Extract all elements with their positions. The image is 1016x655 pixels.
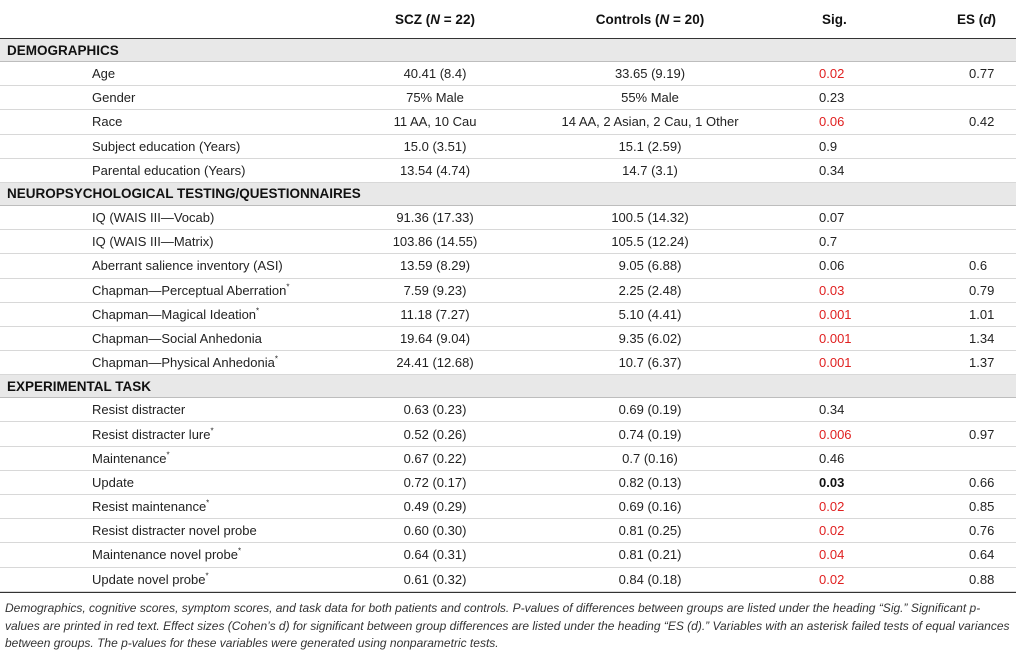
header-scz — [335, 0, 535, 39]
sig-value-significant: 0.02 — [819, 571, 845, 587]
sig-value-significant: 0.04 — [819, 547, 845, 563]
table-row — [0, 543, 1016, 567]
row-label — [0, 62, 335, 86]
row-label-text: Race — [92, 114, 123, 130]
sig-value-significant: 0.001 — [819, 330, 852, 346]
row-label-text: Resist distracter lure — [92, 426, 211, 442]
section-header — [0, 182, 1016, 205]
cell-es: 0.42 — [899, 110, 1016, 134]
cell-scz: 7.59 (9.23) — [335, 278, 535, 302]
table-row — [0, 62, 1016, 86]
cell-es: 1.34 — [899, 326, 1016, 350]
row-label-text: Aberrant salience inventory (ASI) — [92, 258, 283, 274]
sig-value-significant: 0.06 — [819, 114, 845, 130]
cell-controls: 10.7 (6.37) — [535, 351, 765, 375]
row-label-text: Chapman—Physical Anhedonia — [92, 355, 275, 371]
cell-controls: 14 AA, 2 Asian, 2 Cau, 1 Other — [535, 110, 765, 134]
asterisk-marker: * — [206, 498, 210, 508]
cell-scz: 13.54 (4.74) — [335, 158, 535, 182]
header-scz-value: = 22) — [440, 11, 475, 27]
cell-sig — [765, 567, 899, 591]
asterisk-marker: * — [166, 450, 170, 460]
table-row — [0, 86, 1016, 110]
cell-sig — [765, 86, 899, 110]
header-controls — [535, 0, 765, 39]
sig-value-significant: 0.001 — [819, 355, 852, 371]
cell-scz: 0.63 (0.23) — [335, 398, 535, 422]
row-label-text: Resist maintenance — [92, 499, 207, 515]
cell-sig — [765, 158, 899, 182]
cell-controls: 14.7 (3.1) — [535, 158, 765, 182]
cell-scz: 75% Male — [335, 86, 535, 110]
cell-es: 0.76 — [899, 519, 1016, 543]
cell-es: 0.64 — [899, 543, 1016, 567]
cell-sig — [765, 134, 899, 158]
table-body — [0, 39, 1016, 592]
cell-sig — [765, 205, 899, 229]
sig-value: 0.34 — [819, 402, 845, 418]
cell-controls: 15.1 (2.59) — [535, 134, 765, 158]
table-row — [0, 470, 1016, 494]
asterisk-marker: * — [238, 547, 242, 557]
sig-value: 0.7 — [819, 234, 838, 250]
row-label — [0, 519, 335, 543]
cell-es — [899, 134, 1016, 158]
table-row — [0, 158, 1016, 182]
row-label — [0, 278, 335, 302]
asterisk-marker: * — [286, 282, 290, 292]
cell-scz: 15.0 (3.51) — [335, 134, 535, 158]
cell-scz: 0.64 (0.31) — [335, 543, 535, 567]
row-label — [0, 446, 335, 470]
cell-controls: 0.81 (0.25) — [535, 519, 765, 543]
cell-controls: 0.69 (0.16) — [535, 495, 765, 519]
cell-scz: 0.67 (0.22) — [335, 446, 535, 470]
row-label-text: Chapman—Magical Ideation — [92, 306, 257, 322]
cell-sig — [765, 110, 899, 134]
row-label-text: Parental education (Years) — [92, 162, 246, 178]
table-row — [0, 519, 1016, 543]
cell-controls: 9.35 (6.02) — [535, 326, 765, 350]
cell-sig — [765, 543, 899, 567]
sig-value: 0.9 — [819, 138, 838, 154]
header-scz-n: N — [430, 11, 441, 27]
table-row — [0, 278, 1016, 302]
table-row — [0, 230, 1016, 254]
header-variable — [0, 0, 335, 39]
table-header — [0, 0, 1016, 39]
row-label — [0, 398, 335, 422]
sig-value: 0.07 — [819, 210, 845, 226]
sig-value: 0.46 — [819, 450, 845, 466]
asterisk-marker: * — [210, 426, 214, 436]
cell-controls: 2.25 (2.48) — [535, 278, 765, 302]
cell-controls: 55% Male — [535, 86, 765, 110]
cell-scz: 0.72 (0.17) — [335, 470, 535, 494]
header-es-label: ES ( — [957, 11, 984, 27]
header-sig: Sig. — [765, 0, 899, 39]
cell-scz: 0.52 (0.26) — [335, 422, 535, 446]
cell-sig — [765, 302, 899, 326]
sig-value: 0.23 — [819, 90, 845, 106]
row-label — [0, 205, 335, 229]
cell-scz: 103.86 (14.55) — [335, 230, 535, 254]
cell-scz: 0.60 (0.30) — [335, 519, 535, 543]
cell-controls: 105.5 (12.24) — [535, 230, 765, 254]
row-label — [0, 422, 335, 446]
cell-sig — [765, 326, 899, 350]
cell-es: 1.37 — [899, 351, 1016, 375]
cell-sig — [765, 230, 899, 254]
cell-scz: 19.64 (9.04) — [335, 326, 535, 350]
row-label — [0, 86, 335, 110]
table-row — [0, 422, 1016, 446]
cell-es — [899, 398, 1016, 422]
row-label — [0, 326, 335, 350]
sig-value-significant: 0.02 — [819, 499, 845, 515]
row-label-text: IQ (WAIS III—Matrix) — [92, 234, 214, 250]
sig-value-significant: 0.02 — [819, 66, 845, 82]
cell-es — [899, 230, 1016, 254]
row-label — [0, 495, 335, 519]
row-label — [0, 567, 335, 591]
sig-value: 0.34 — [819, 162, 845, 178]
cell-sig — [765, 422, 899, 446]
cell-controls: 5.10 (4.41) — [535, 302, 765, 326]
section-title: NEUROPSYCHOLOGICAL TESTING/QUESTIONNAIRES — [0, 182, 1016, 205]
cell-es — [899, 205, 1016, 229]
row-label-text: Chapman—Social Anhedonia — [92, 330, 262, 346]
table-row — [0, 567, 1016, 591]
row-label — [0, 110, 335, 134]
section-header — [0, 375, 1016, 398]
table-row — [0, 205, 1016, 229]
cell-sig — [765, 254, 899, 278]
row-label-text: Gender — [92, 90, 136, 106]
cell-es — [899, 158, 1016, 182]
row-label — [0, 543, 335, 567]
row-label-text: Resist distracter — [92, 402, 186, 418]
cell-es: 0.66 — [899, 470, 1016, 494]
row-label — [0, 158, 335, 182]
row-label-text: Age — [92, 66, 116, 82]
cell-es — [899, 86, 1016, 110]
sig-value-significant: 0.001 — [819, 306, 852, 322]
cell-es: 0.97 — [899, 422, 1016, 446]
row-label-text: Update novel probe — [92, 571, 206, 587]
header-controls-n: N — [659, 11, 670, 27]
cell-scz: 40.41 (8.4) — [335, 62, 535, 86]
sig-value: 0.03 — [819, 474, 845, 490]
cell-controls: 0.81 (0.21) — [535, 543, 765, 567]
cell-scz: 11 AA, 10 Cau — [335, 110, 535, 134]
sig-value-significant: 0.03 — [819, 282, 845, 298]
row-label-text: Subject education (Years) — [92, 138, 241, 154]
cell-scz: 13.59 (8.29) — [335, 254, 535, 278]
row-label-text: IQ (WAIS III—Vocab) — [92, 210, 215, 226]
row-label — [0, 134, 335, 158]
cell-controls: 0.7 (0.16) — [535, 446, 765, 470]
section-title: DEMOGRAPHICS — [0, 39, 1016, 62]
cell-es: 0.88 — [899, 567, 1016, 591]
cell-scz: 91.36 (17.33) — [335, 205, 535, 229]
table-row — [0, 326, 1016, 350]
cell-sig — [765, 470, 899, 494]
sig-value-significant: 0.006 — [819, 426, 852, 442]
cell-scz: 0.61 (0.32) — [335, 567, 535, 591]
header-controls-label: Controls ( — [595, 11, 660, 27]
cell-sig — [765, 519, 899, 543]
cell-controls: 0.74 (0.19) — [535, 422, 765, 446]
cell-es: 0.6 — [899, 254, 1016, 278]
asterisk-marker: * — [256, 306, 260, 316]
cell-es: 0.79 — [899, 278, 1016, 302]
header-es-close: ) — [991, 11, 997, 27]
row-label-text: Maintenance novel probe — [92, 547, 238, 563]
cell-sig — [765, 62, 899, 86]
cell-es: 1.01 — [899, 302, 1016, 326]
table-row — [0, 446, 1016, 470]
asterisk-marker: * — [274, 354, 278, 364]
table-row — [0, 398, 1016, 422]
cell-es — [899, 446, 1016, 470]
header-controls-value: = 20) — [669, 11, 705, 27]
cell-sig — [765, 278, 899, 302]
table-row — [0, 351, 1016, 375]
row-label — [0, 470, 335, 494]
cell-es: 0.77 — [899, 62, 1016, 86]
row-label — [0, 302, 335, 326]
row-label — [0, 351, 335, 375]
table-row — [0, 110, 1016, 134]
row-label-text: Update — [92, 474, 134, 490]
section-header — [0, 39, 1016, 62]
row-label-text: Resist distracter novel probe — [92, 523, 257, 539]
header-es-d: d — [983, 11, 992, 27]
row-label — [0, 254, 335, 278]
section-title: EXPERIMENTAL TASK — [0, 375, 1016, 398]
sig-value-significant: 0.02 — [819, 523, 845, 539]
cell-controls: 33.65 (9.19) — [535, 62, 765, 86]
cell-scz: 24.41 (12.68) — [335, 351, 535, 375]
table-caption: Demographics, cognitive scores, symptom scores, and task data for both patients and controls. P-values of differences between groups are listed under the heading “Sig.” Significant p-values are printed in red text. Effect sizes (Cohen’s d) for significant between group differences are listed under the heading “ES (d).” Variables with an asterisk failed tests of equal variances between groups. The p-values for these variables were generated using nonparametric tests. — [5, 601, 1010, 650]
cell-sig — [765, 495, 899, 519]
row-label-text: Maintenance — [92, 450, 167, 466]
cell-sig — [765, 351, 899, 375]
cell-es: 0.85 — [899, 495, 1016, 519]
bottom-rule — [0, 592, 1016, 593]
row-label — [0, 230, 335, 254]
cell-controls: 9.05 (6.88) — [535, 254, 765, 278]
header-scz-label: SCZ ( — [395, 11, 431, 27]
sig-value: 0.06 — [819, 258, 845, 274]
asterisk-marker: * — [205, 571, 209, 581]
table-row — [0, 495, 1016, 519]
table-row — [0, 302, 1016, 326]
row-label-text: Chapman—Perceptual Aberration — [92, 282, 287, 298]
cell-sig — [765, 446, 899, 470]
cell-controls: 100.5 (14.32) — [535, 205, 765, 229]
table-row — [0, 254, 1016, 278]
cell-controls: 0.69 (0.19) — [535, 398, 765, 422]
table-row — [0, 134, 1016, 158]
header-es — [899, 0, 1016, 39]
cell-controls: 0.82 (0.13) — [535, 470, 765, 494]
cell-sig — [765, 398, 899, 422]
cell-scz: 0.49 (0.29) — [335, 495, 535, 519]
cell-scz: 11.18 (7.27) — [335, 302, 535, 326]
cell-controls: 0.84 (0.18) — [535, 567, 765, 591]
